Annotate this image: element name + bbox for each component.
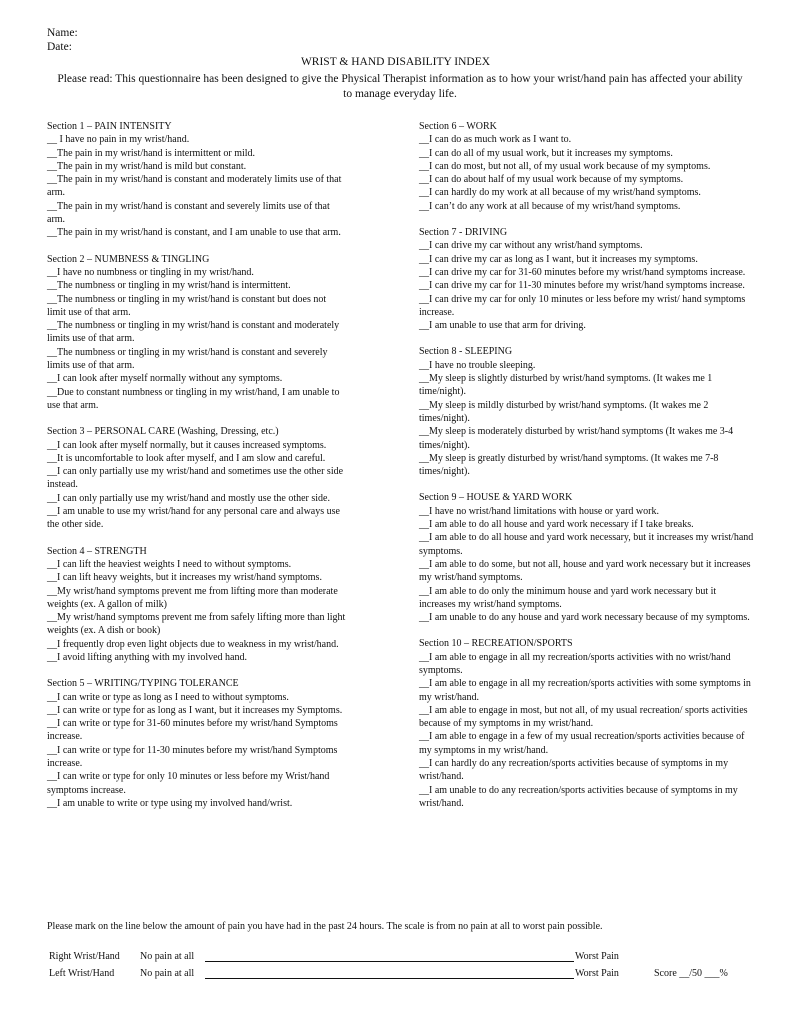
- answer-option[interactable]: __I can look after myself normally, but it causes increased symptoms.: [47, 439, 327, 451]
- answer-option[interactable]: __The numbness or tingling in my wrist/hand is intermittent.: [47, 280, 291, 292]
- left-wrist-label: Left Wrist/Hand: [49, 968, 115, 979]
- answer-option[interactable]: __I am unable to use my wrist/hand for any personal care and always use the other side.: [47, 506, 340, 531]
- section-title: Section 1 – PAIN INTENSITY: [47, 121, 172, 132]
- intro-paragraph: Please read: This questionnaire has been designed to give the Physical Therapist information as to how your wrist/hand pain has affected your ability to manage everyday life.: [57, 73, 743, 100]
- answer-option[interactable]: __I am able to engage in all my recreation/sports activities with no wrist/hand symptoms.: [419, 651, 731, 676]
- questionnaire-section: [47, 425, 347, 531]
- answer-option[interactable]: __I can write or type as long as I need to without symptoms.: [47, 691, 289, 703]
- answer-option[interactable]: __I have no wrist/hand limitations with house or yard work.: [419, 505, 659, 517]
- answer-option[interactable]: __I am able to engage in a few of my usual recreation/sports activities because of my symptoms in my wrist/hand.: [419, 731, 745, 756]
- questionnaire-section: [419, 226, 754, 332]
- answer-option[interactable]: __I avoid lifting anything with my involved hand.: [47, 651, 247, 663]
- answer-option[interactable]: __I am unable to use that arm for driving.: [419, 320, 586, 332]
- answer-option[interactable]: __It is uncomfortable to look after myself, and I am slow and careful.: [47, 452, 326, 464]
- answer-option[interactable]: __I have no numbness or tingling in my wrist/hand.: [47, 266, 254, 278]
- answer-option[interactable]: __I can hardly do my work at all because of my wrist/hand symptoms.: [419, 187, 701, 199]
- worst-pain-label: Worst Pain: [575, 951, 619, 962]
- answer-option[interactable]: __The numbness or tingling in my wrist/hand is constant and severely limits use of that arm.: [47, 346, 328, 372]
- pain-scale-instruction: Please mark on the line below the amount of pain you have had in the past 24 hours. The scale is from no pain at all to worst pain possible.: [47, 921, 603, 932]
- questionnaire-section: [419, 637, 754, 810]
- answer-option[interactable]: __I can look after myself normally without any symptoms.: [47, 373, 283, 385]
- right-wrist-label: Right Wrist/Hand: [49, 951, 120, 962]
- section-title: Section 4 – STRENGTH: [47, 545, 147, 557]
- right-pain-scale-line[interactable]: [205, 961, 574, 962]
- answer-option[interactable]: __I can write or type for only 10 minutes or less before my Wrist/hand symptoms increase.: [47, 771, 330, 796]
- score-field[interactable]: Score __/50 ___%: [654, 968, 728, 979]
- answer-option[interactable]: __I am unable to do any house and yard work necessary because of my symptoms.: [419, 612, 750, 624]
- name-field-label: Name:: [47, 27, 78, 39]
- answer-option[interactable]: __I am able to do only the minimum house and yard work necessary but it increases my wrist/hand symptoms.: [419, 585, 717, 610]
- answer-option[interactable]: __I can hardly do any recreation/sports activities because of symptoms in my wrist/hand.: [419, 758, 729, 783]
- answer-option[interactable]: __I am able to do all house and yard work necessary, but it increases my wrist/hand symptoms.: [419, 532, 754, 557]
- answer-option[interactable]: __ I have no pain in my wrist/hand.: [47, 134, 190, 146]
- answer-option[interactable]: __The pain in my wrist/hand is constant and severely limits use of that arm.: [47, 200, 330, 226]
- date-field-label: Date:: [47, 41, 72, 53]
- answer-option[interactable]: __I can do most, but not all, of my usual work because of my symptoms.: [419, 160, 711, 172]
- answer-option[interactable]: __I can only partially use my wrist/hand and mostly use the other side.: [47, 492, 330, 504]
- answer-option[interactable]: __The numbness or tingling in my wrist/hand is constant and moderately limits use of that arm.: [47, 320, 340, 345]
- answer-option[interactable]: __I am able to engage in most, but not all, of my usual recreation/ sports activities because of my symptoms in my wrist/hand.: [419, 704, 748, 730]
- left-pain-scale-line[interactable]: [205, 978, 574, 979]
- questionnaire-section: [419, 491, 754, 624]
- no-pain-label: No pain at all: [140, 968, 195, 979]
- answer-option[interactable]: __I can drive my car without any wrist/hand symptoms.: [419, 240, 643, 252]
- no-pain-label: No pain at all: [140, 951, 195, 962]
- answer-option[interactable]: __I can do all of my usual work, but it increases my symptoms.: [419, 147, 673, 159]
- answer-option[interactable]: __My sleep is slightly disturbed by wrist/hand symptoms. (It wakes me 1 time/night).: [419, 373, 713, 398]
- answer-option[interactable]: __The pain in my wrist/hand is intermittent or mild.: [47, 147, 256, 159]
- answer-option[interactable]: __My sleep is greatly disturbed by wrist/hand symptoms. (It wakes me 7-8 times/night).: [419, 452, 719, 478]
- section-title: Section 7 - DRIVING: [419, 227, 508, 239]
- section-title: Section 10 – RECREATION/SPORTS: [419, 638, 573, 650]
- answer-option[interactable]: __I am unable to do any recreation/sports activities because of symptoms in my wrist/hand.: [419, 784, 738, 809]
- answer-option[interactable]: __My sleep is moderately disturbed by wrist/hand symptoms (It wakes me 3-4 times/night).: [419, 426, 734, 451]
- questionnaire-section: [47, 253, 347, 413]
- answer-option[interactable]: __The numbness or tingling in my wrist/hand is constant but does not limit use of that arm.: [47, 293, 327, 318]
- answer-option[interactable]: __I can drive my car for 11-30 minutes before my wrist/hand symptoms increase.: [419, 280, 745, 292]
- section-title: Section 2 – NUMBNESS & TINGLING: [47, 253, 210, 265]
- questionnaire-section: [419, 120, 754, 213]
- answer-option[interactable]: __My wrist/hand symptoms prevent me from safely lifting more than light weights (ex. A dish or book): [47, 612, 346, 637]
- answer-option[interactable]: __Due to constant numbness or tingling in my wrist/hand, I am unable to use that arm.: [47, 386, 340, 411]
- section-title: Section 5 – WRITING/TYPING TOLERANCE: [47, 678, 239, 690]
- answer-option[interactable]: __I am able to engage in all my recreation/sports activities with some symptoms in my wrist/hand.: [419, 678, 751, 703]
- answer-option[interactable]: __I can’t do any work at all because of my wrist/hand symptoms.: [419, 200, 681, 212]
- answer-option[interactable]: __I can do as much work as I want to.: [419, 134, 572, 146]
- questionnaire-section: [47, 677, 347, 810]
- left-column: [47, 120, 347, 823]
- right-column: [419, 120, 754, 823]
- document-title: WRIST & HAND DISABILITY INDEX: [300, 56, 491, 68]
- questionnaire-section: [47, 120, 347, 240]
- answer-option[interactable]: __I can drive my car as long as I want, but it increases my symptoms.: [419, 253, 698, 265]
- answer-option[interactable]: __I can lift the heaviest weights I need to without symptoms.: [47, 558, 292, 570]
- answer-option[interactable]: __I am able to do all house and yard work necessary if I take breaks.: [419, 519, 694, 531]
- section-title: Section 9 – HOUSE & YARD WORK: [419, 492, 573, 504]
- answer-option[interactable]: __I can drive my car for only 10 minutes or less before my wrist/ hand symptoms increase.: [419, 293, 746, 318]
- answer-option[interactable]: __The pain in my wrist/hand is constant, and I am unable to use that arm.: [47, 227, 341, 239]
- section-title: Section 3 – PERSONAL CARE (Washing, Dressing, etc.): [47, 426, 279, 438]
- section-title: Section 8 - SLEEPING: [419, 346, 513, 358]
- answer-option[interactable]: __I can write or type for 11-30 minutes before my wrist/hand Symptoms increase.: [47, 744, 338, 770]
- questionnaire-section: [419, 345, 754, 478]
- answer-option[interactable]: __The pain in my wrist/hand is mild but constant.: [47, 160, 247, 172]
- answer-option[interactable]: __I frequently drop even light objects due to weakness in my wrist/hand.: [47, 638, 339, 650]
- answer-option[interactable]: __My sleep is mildly disturbed by wrist/hand symptoms. (It wakes me 2 times/night).: [419, 399, 709, 424]
- answer-option[interactable]: __I have no trouble sleeping.: [419, 359, 536, 371]
- answer-option[interactable]: __The pain in my wrist/hand is constant and moderately limits use of that arm.: [47, 174, 342, 199]
- answer-option[interactable]: __I can drive my car for 31-60 minutes before my wrist/hand symptoms increase.: [419, 266, 746, 278]
- answer-option[interactable]: __I am unable to write or type using my involved hand/wrist.: [47, 797, 293, 809]
- answer-option[interactable]: __My wrist/hand symptoms prevent me from lifting more than moderate weights (ex. A gallon of milk): [47, 585, 338, 610]
- answer-option[interactable]: __I can only partially use my wrist/hand and sometimes use the other side instead.: [47, 466, 344, 491]
- questionnaire-section: [47, 545, 347, 665]
- answer-option[interactable]: __I can do about half of my usual work because of my symptoms.: [419, 174, 684, 186]
- section-title: Section 6 – WORK: [419, 121, 497, 132]
- worst-pain-label: Worst Pain: [575, 968, 619, 979]
- answer-option[interactable]: __I can lift heavy weights, but it increases my wrist/hand symptoms.: [47, 572, 322, 584]
- answer-option[interactable]: __I can write or type for 31-60 minutes before my wrist/hand Symptoms increase.: [47, 718, 338, 743]
- answer-option[interactable]: __I can write or type for as long as I want, but it increases my Symptoms.: [47, 704, 343, 716]
- answer-option[interactable]: __I am able to do some, but not all, house and yard work necessary but it increases my wrist/hand symptoms.: [419, 558, 751, 584]
